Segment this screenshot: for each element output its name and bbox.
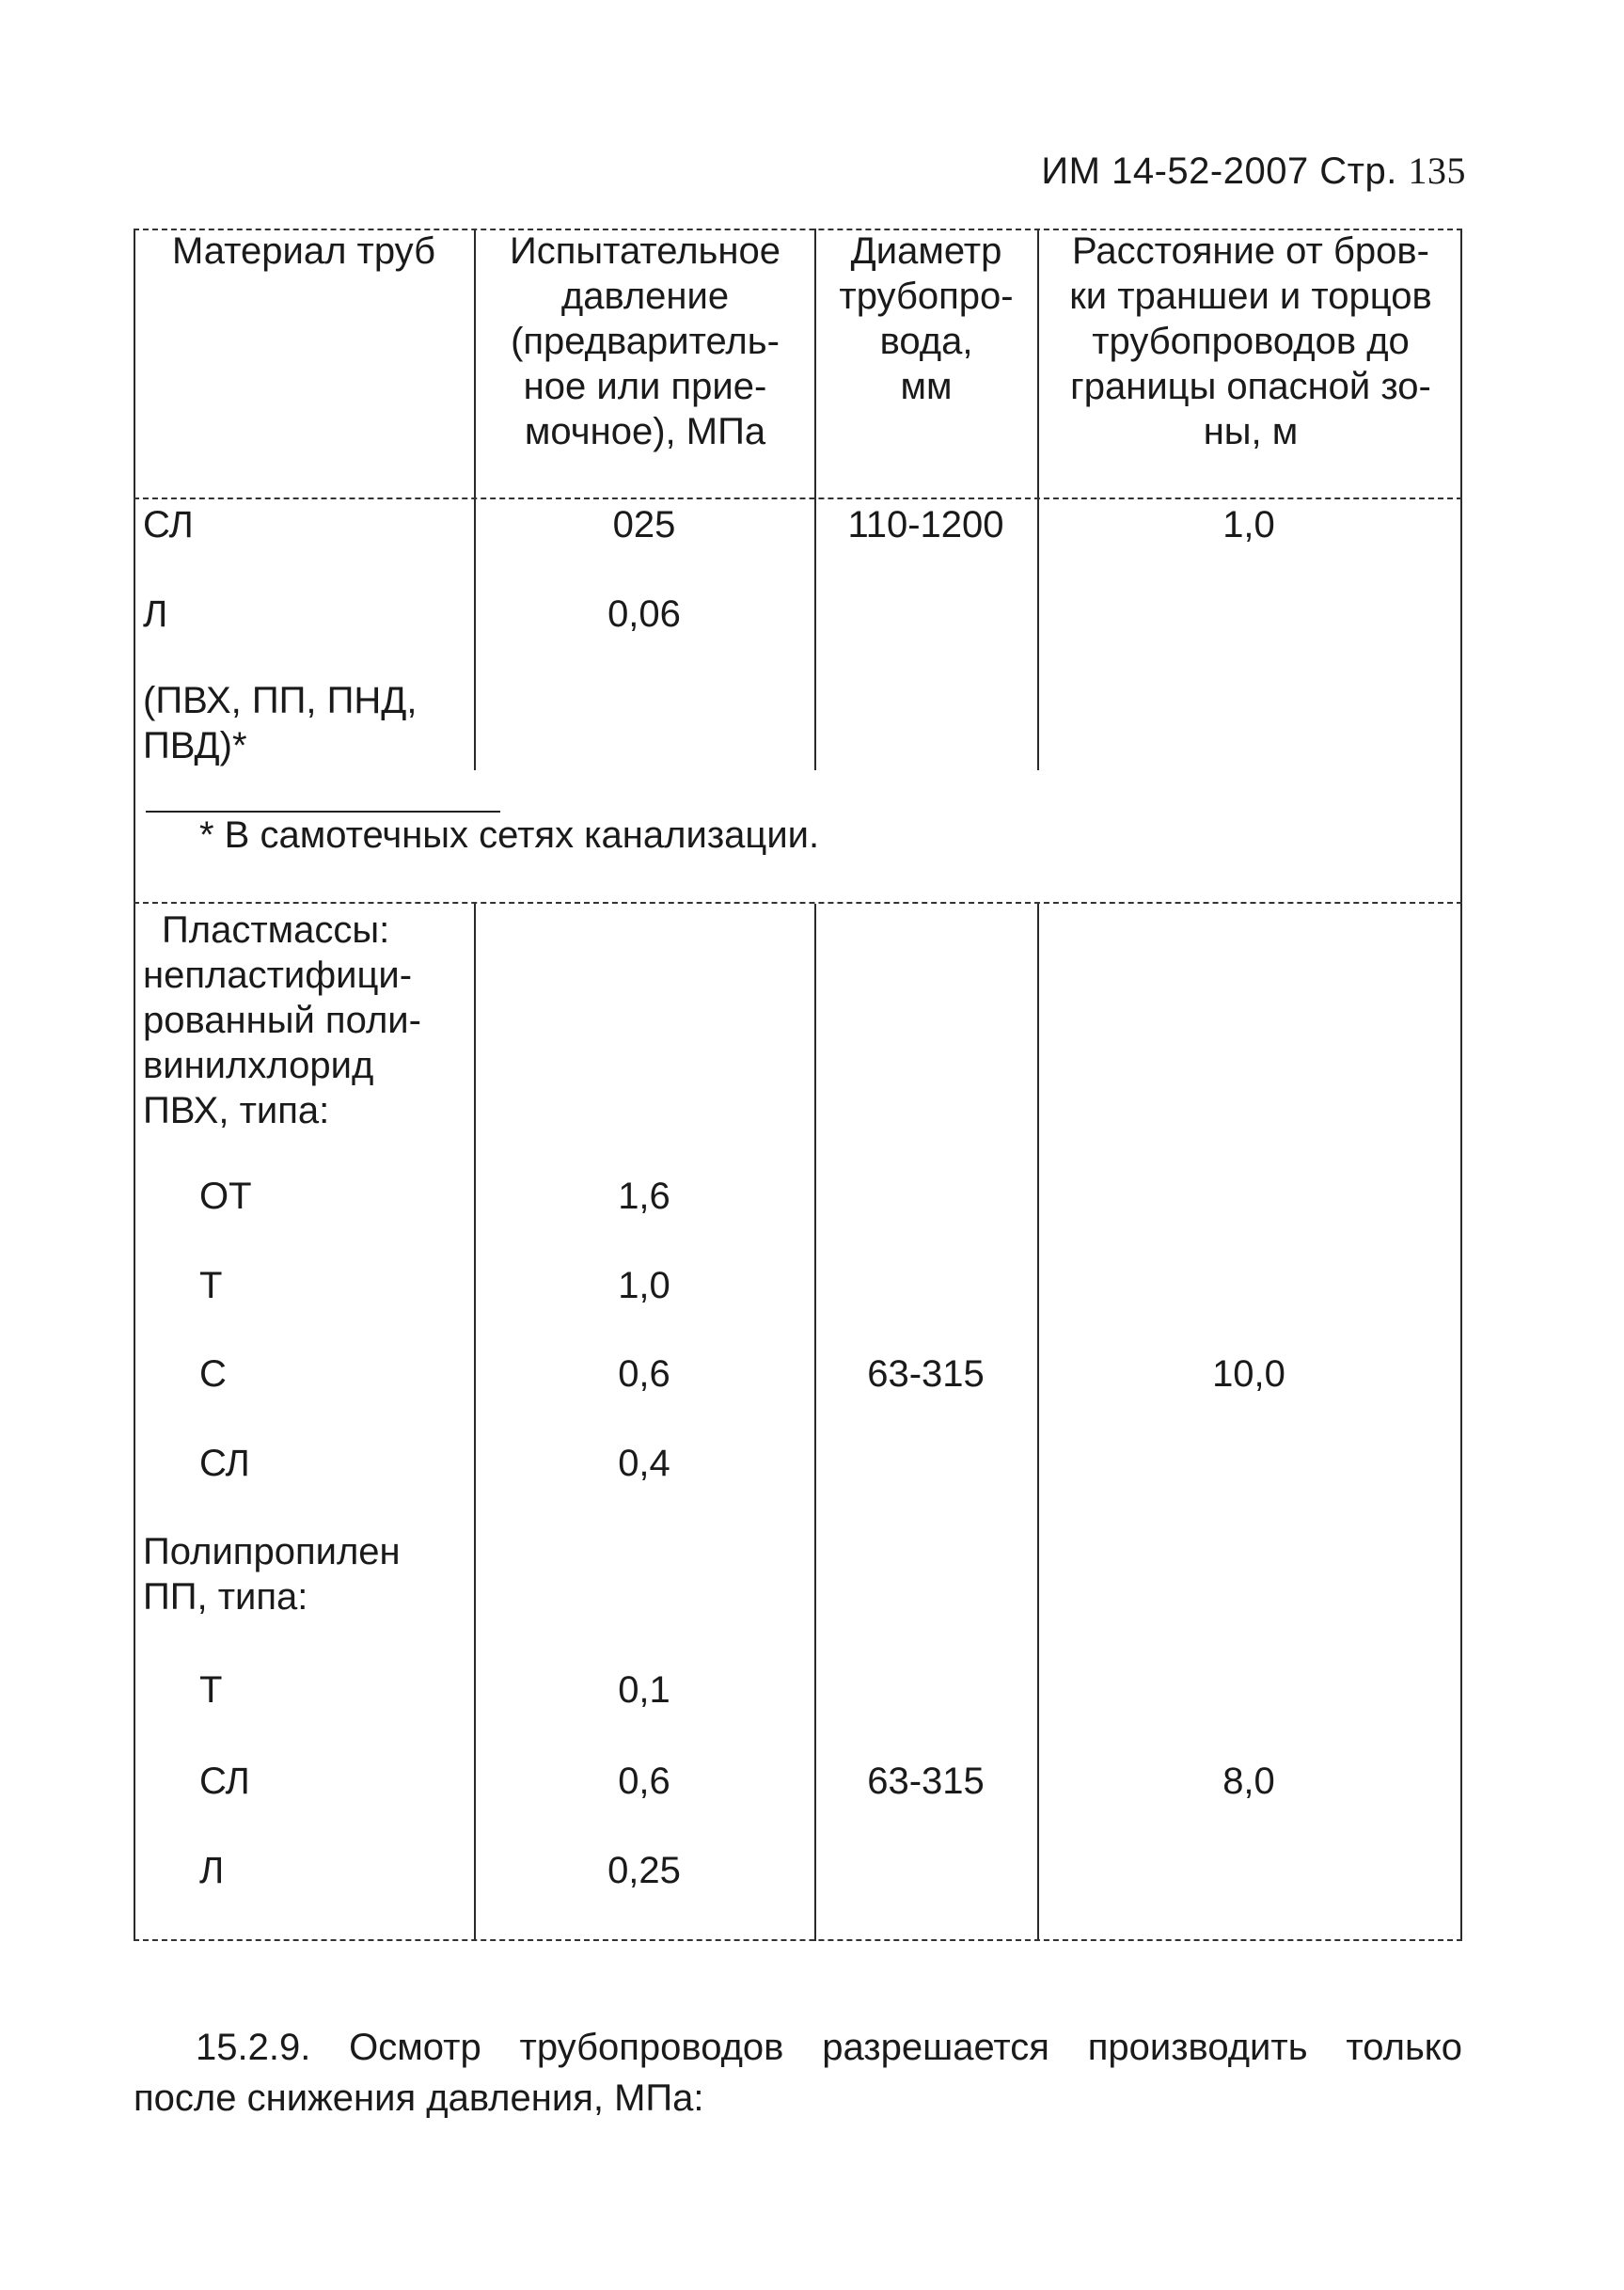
pp-label: Полипропилен ПП, типа: <box>143 1531 401 1618</box>
pp-type-sl: СЛ <box>199 1761 250 1802</box>
column-divider-1 <box>474 229 476 770</box>
table-border-right <box>1460 229 1462 1941</box>
page-header <box>1041 149 1466 193</box>
pvc-diameter: 63-315 <box>867 1353 985 1395</box>
materials-note: (ПВХ, ПП, ПНД, ПВД)* <box>143 680 418 766</box>
column-divider-2 <box>814 229 816 770</box>
pp-type-l: Л <box>199 1850 225 1891</box>
header-material: Материал труб <box>171 230 436 272</box>
pvc-pressure-ot: 1,6 <box>618 1176 670 1217</box>
document-reference: ИМ 14-52-2007 Стр. <box>1041 150 1397 192</box>
header-diameter: Диаметр трубопро- вода, мм <box>839 230 1014 407</box>
row-sl-material: СЛ <box>143 504 194 545</box>
header-distance: Расстояние от бров- ки траншеи и торцов трубопроводов до границы опасной зо- ны, м <box>1069 230 1432 452</box>
footnote-rule <box>146 811 500 813</box>
pvc-pressure-t: 1,0 <box>618 1265 670 1306</box>
pvc-type-s: С <box>199 1353 227 1395</box>
pp-pressure-l: 0,25 <box>607 1850 681 1891</box>
pp-diameter: 63-315 <box>867 1761 985 1802</box>
pp-type-t: Т <box>199 1669 223 1711</box>
pvc-pressure-sl: 0,4 <box>618 1443 670 1484</box>
row-sl-distance: 1,0 <box>1222 504 1275 545</box>
row-sl-diameter: 110-1200 <box>847 504 1004 545</box>
pvc-type-ot: ОТ <box>199 1176 252 1217</box>
paragraph-line-1: 15.2.9. Осмотр трубопроводов разрешается производить только <box>196 2027 1462 2068</box>
table-border-bottom <box>134 1939 1462 1941</box>
pvc-type-t: Т <box>199 1265 223 1306</box>
pp-pressure-sl: 0,6 <box>618 1761 670 1802</box>
paragraph-15-2-9 <box>134 2022 1462 2124</box>
header-pressure: Испытательное давление (предваритель- ное или прие- мочное), МПа <box>510 230 780 452</box>
row-l-material: Л <box>143 593 168 635</box>
pp-pressure-t: 0,1 <box>618 1669 670 1711</box>
table-footnote: * В самотечных сетях канализации. <box>199 814 820 856</box>
pp-distance: 8,0 <box>1222 1761 1275 1802</box>
column-divider-3 <box>1037 229 1039 770</box>
plastics-label: Пластмассы: непластифици- рованный поли- винилхлорид ПВХ, типа: <box>143 909 421 1131</box>
pvc-pressure-s: 0,6 <box>618 1353 670 1395</box>
footnote-separator <box>134 902 1462 904</box>
pvc-type-sl: СЛ <box>199 1443 250 1484</box>
pipe-test-table <box>134 229 1462 1941</box>
table-border-left <box>134 229 135 1941</box>
header-separator <box>134 497 1462 499</box>
page-number: 135 <box>1408 150 1466 192</box>
row-l-pressure: 0,06 <box>607 593 681 635</box>
paragraph-line-2: после снижения давления, МПа: <box>134 2077 704 2119</box>
row-sl-pressure: 025 <box>612 504 676 545</box>
pvc-distance: 10,0 <box>1212 1353 1285 1395</box>
